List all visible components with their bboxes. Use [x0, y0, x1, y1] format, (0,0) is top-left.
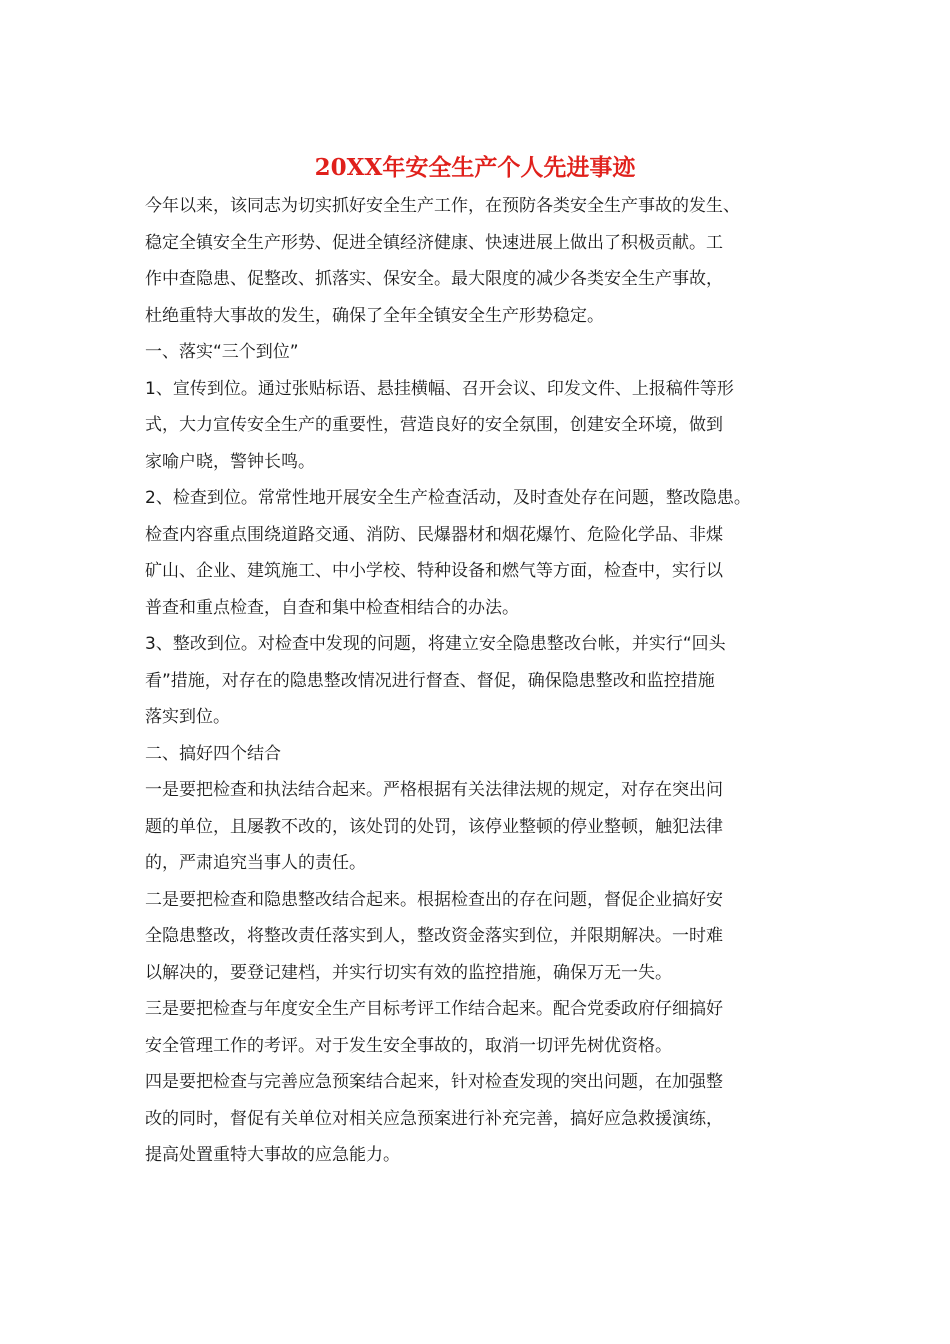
text-line: 3、整改到位。对检查中发现的问题，将建立安全隐患整改台帐，并实行“回头 [145, 634, 726, 654]
document-title: 20XX年安全生产个人先进事迹 [314, 154, 636, 181]
text-line: 普查和重点检查，自查和集中检查相结合的办法。 [145, 597, 519, 618]
text-line: 二是要把检查和隐患整改结合起来。根据检查出的存在问题，督促企业搞好安 [145, 889, 723, 910]
text-line: 以解决的，要登记建档，并实行切实有效的监控措施，确保万无一失。 [145, 962, 672, 983]
text-line: 检查内容重点围绕道路交通、消防、民爆器材和烟花爆竹、危险化学品、非煤 [145, 524, 723, 545]
text-line: 稳定全镇安全生产形势、促进全镇经济健康、快速进展上做出了积极贡献。工 [145, 232, 723, 253]
text-line: 1、宣传到位。通过张贴标语、悬挂横幅、召开会议、印发文件、上报稿件等形 [145, 378, 734, 399]
text-line: 落实到位。 [145, 707, 230, 727]
text-line: 全隐患整改，将整改责任落实到人，整改资金落实到位，并限期解决。一时难 [145, 926, 723, 946]
text-line: 看”措施，对存在的隐患整改情况进行督查、督促，确保隐患整改和监控措施 [145, 670, 715, 691]
document-body [145, 188, 825, 1174]
text-line: 式，大力宣传安全生产的重要性，营造良好的安全氛围，创建安全环境，做到 [145, 415, 723, 435]
text-line: 杜绝重特大事故的发生，确保了全年全镇安全生产形势稳定。 [145, 305, 604, 326]
text-line: 四是要把检查与完善应急预案结合起来，针对检查发现的突出问题，在加强整 [145, 1072, 723, 1092]
text-line: 题的单位，且屡教不改的，该处罚的处罚，该停业整顿的停业整顿，触犯法律 [145, 816, 723, 837]
text-line: 作中查隐患、促整改、抓落实、保安全。最大限度的减少各类安全生产事故， [145, 269, 723, 289]
text-line: 2、检查到位。常常性地开展安全生产检查活动，及时查处存在问题，整改隐患。 [145, 488, 751, 508]
text-line: 改的同时，督促有关单位对相关应急预案进行补充完善，搞好应急救援演练， [145, 1108, 723, 1129]
text-line: 安全管理工作的考评。对于发生安全事故的，取消一切评先树优资格。 [145, 1035, 672, 1056]
text-line: 今年以来，该同志为切实抓好安全生产工作，在预防各类安全生产事故的发生、 [145, 196, 740, 216]
text-line: 三是要把检查与年度安全生产目标考评工作结合起来。配合党委政府仔细搞好 [145, 999, 723, 1019]
section-heading: 二、搞好四个结合 [145, 743, 281, 764]
text-line: 家喻户晓，警钟长鸣。 [145, 451, 315, 472]
text-line: 提高处置重特大事故的应急能力。 [145, 1145, 400, 1165]
text-line: 矿山、企业、建筑施工、中小学校、特种设备和燃气等方面，检查中，实行以 [145, 561, 723, 581]
text-line: 一是要把检查和执法结合起来。严格根据有关法律法规的规定，对存在突出问 [145, 780, 723, 800]
text-line: 的，严肃追究当事人的责任。 [145, 853, 366, 873]
section-heading: 一、落实“三个到位” [145, 342, 299, 362]
